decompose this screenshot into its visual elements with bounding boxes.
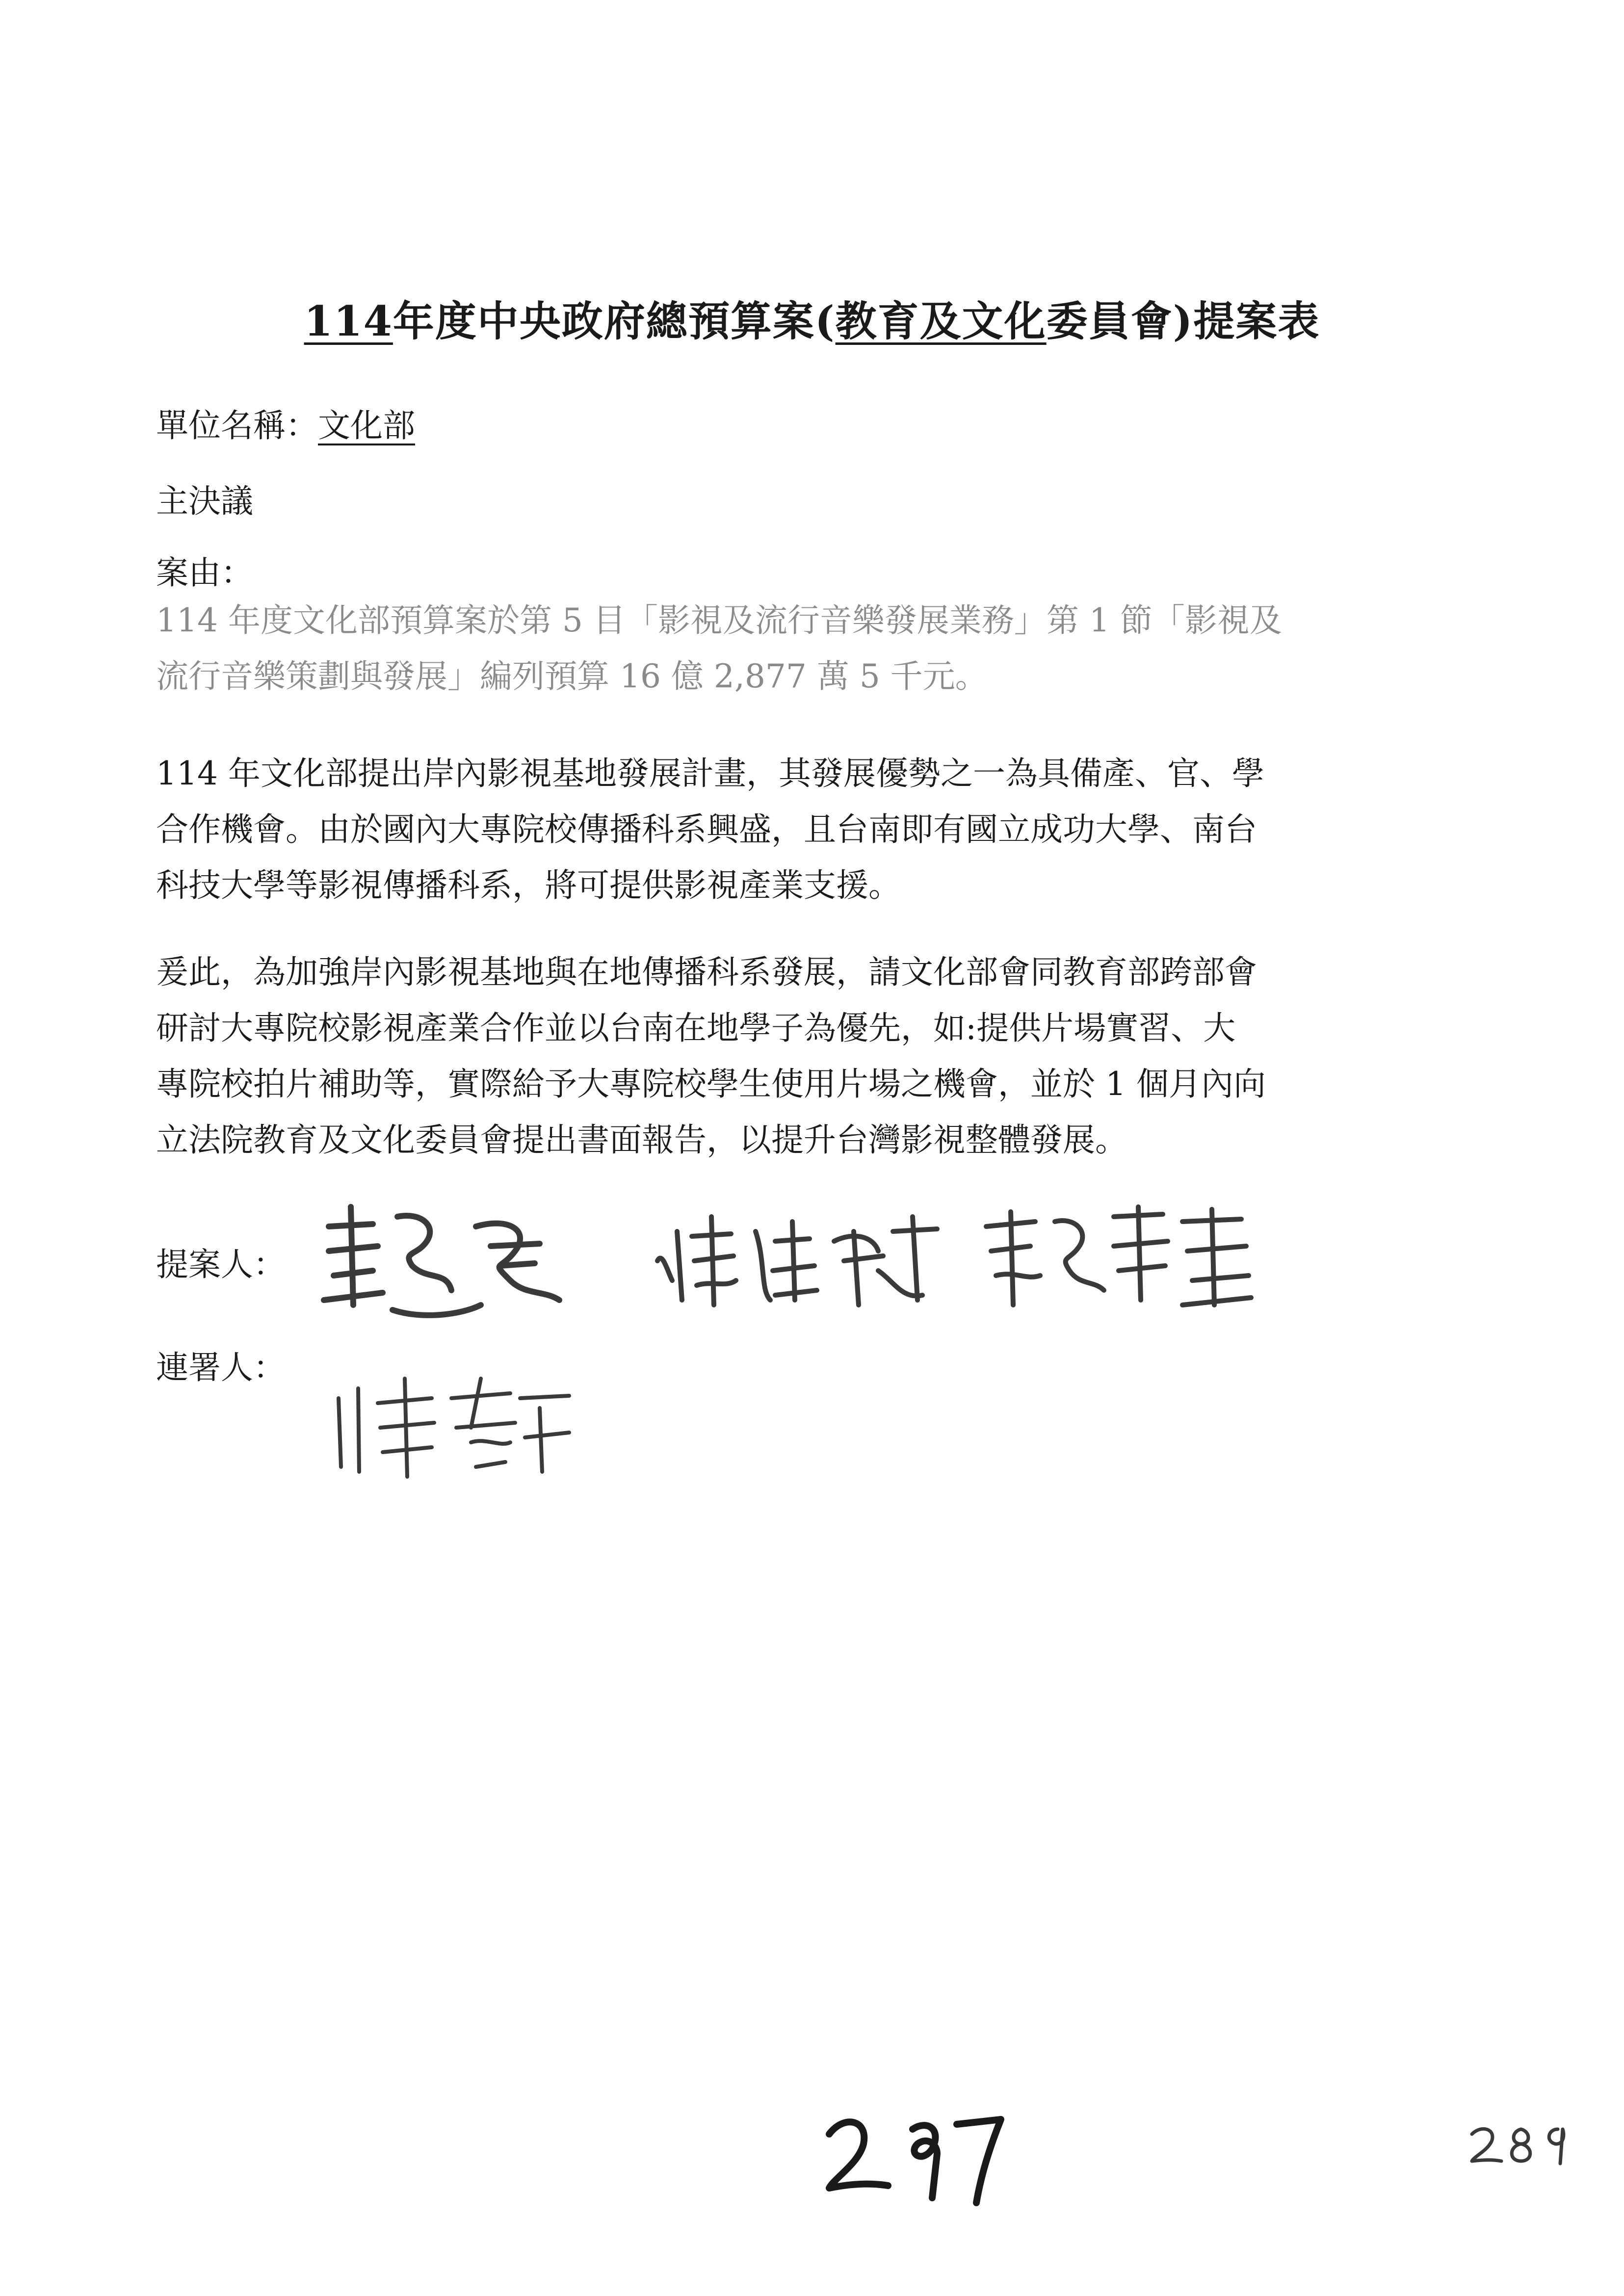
signature-proposer-3: [976, 1197, 1271, 1320]
budget-line: 114 年度文化部預算案於第 5 目「影視及流行音樂發展業務」第 1 節「影視及: [156, 601, 1282, 639]
signature-proposer-2: [648, 1202, 952, 1320]
handwritten-page-number: [814, 2100, 1011, 2218]
title-year: 114: [304, 297, 393, 345]
paragraph-line: 立法院教育及文化委員會提出書面報告，以提升台灣影視整體發展。: [156, 1121, 1127, 1159]
paragraph-line: 研討大專院校影視產業合作並以台南在地學子為優先，如:提供片場實習、大: [156, 1009, 1236, 1047]
paragraph-line: 科技大學等影視傳播科系，將可提供影視產業支援。: [156, 866, 901, 904]
corner-page-number: [1462, 2114, 1580, 2173]
paragraph-line: 專院校拍片補助等，實際給予大專院校學生使用片場之機會，並於 1 個月內向: [156, 1065, 1266, 1103]
resolution-type: 主決議: [156, 482, 253, 520]
signature-proposer-1: [314, 1197, 589, 1325]
paragraph-line: 爰此，為加強岸內影視基地與在地傳播科系發展，請文化部會同教育部跨部會: [156, 953, 1257, 991]
unit-row: [156, 401, 415, 450]
title-part2: 委員會)提案表: [1046, 297, 1320, 345]
paragraph-line: 合作機會。由於國內大專院校傳播科系興盛，且台南即有國立成功大學、南台: [156, 810, 1257, 848]
page-title: [0, 292, 1624, 351]
unit-value: 文化部: [318, 407, 415, 444]
unit-label: 單位名稱：: [156, 407, 318, 444]
budget-line: 流行音樂策劃與發展」編列預算 16 億 2,877 萬 5 千元。: [156, 657, 988, 695]
paragraph-line: 114 年文化部提出岸內影視基地發展計畫，其發展優勢之一為具備產、官、學: [156, 755, 1264, 792]
paragraph-plan: [156, 746, 1471, 913]
title-committee: 教育及文化: [835, 297, 1047, 345]
title-part1: 年度中央政府總預算案(: [393, 297, 836, 345]
signature-cosigner: [324, 1369, 579, 1487]
cosigner-label: 連署人：: [156, 1349, 286, 1386]
reason-label: 案由：: [156, 554, 253, 592]
budget-paragraph: [156, 593, 1471, 704]
proposer-label: 提案人：: [156, 1246, 286, 1283]
paragraph-request: [156, 944, 1471, 1168]
